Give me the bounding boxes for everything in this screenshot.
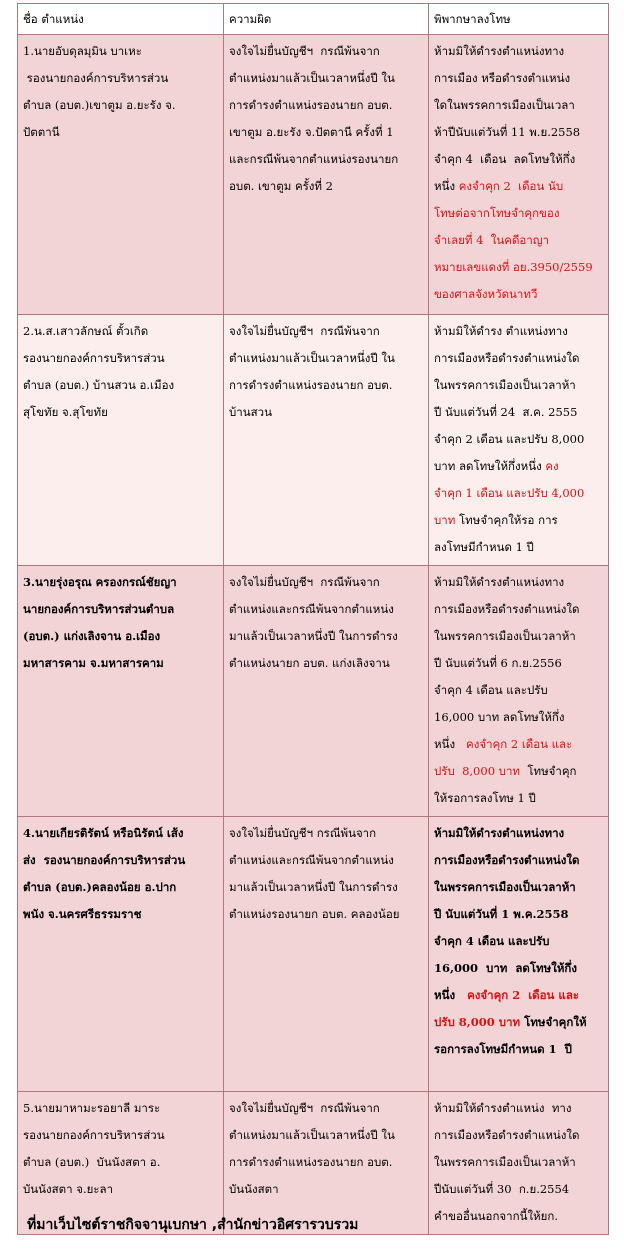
name-cell-line: พนัง จ.นครศรีธรรมราช (23, 907, 142, 921)
name-cell-line: 4.นายเกียรติรัตน์ หรือนิรัตน์ เส้ง (23, 826, 184, 840)
offense-cell-line: ตำแหน่งนายก อบต. แก่งเลิงจาน (229, 656, 390, 670)
name-cell-line: รองนายกองค์การบริหารส่วน (23, 351, 165, 365)
verdict-line (434, 426, 603, 453)
verdict-line (434, 1036, 603, 1063)
verdict-line (434, 65, 603, 92)
verdict-line (434, 874, 603, 901)
verdict-line (434, 372, 603, 399)
table-row (18, 35, 609, 315)
table-row (18, 817, 609, 1092)
verdict-line (434, 785, 603, 812)
name-cell-line: 2.น.ส.เสาวลักษณ์ ตั้วเกิด (23, 324, 149, 338)
verdict-cell (429, 35, 609, 315)
verdict-line (434, 146, 603, 173)
verdict-line (434, 345, 603, 372)
table-row (18, 315, 609, 566)
name-cell-line: มหาสารคาม จ.มหาสารคาม (23, 656, 164, 670)
verdict-line (434, 731, 603, 758)
offense-cell-line: บันนังสตา (229, 1182, 279, 1196)
verdict-text: คำขออื่นนอกจากนี้ให้ยก. (434, 1209, 558, 1223)
verdict-text: ห้ามมิให้ดำรง ตำแหน่งทาง (434, 324, 568, 338)
verdict-line (434, 596, 603, 623)
verdict-line (434, 704, 603, 731)
verdict-line (434, 1122, 603, 1149)
header-row (18, 4, 609, 35)
offense-cell-line: และกรณีพ้นจากตำแหน่งรองนายก (229, 152, 399, 166)
verdict-line (434, 982, 603, 1009)
name-cell (18, 35, 224, 315)
verdict-text: ใดในพรรคการเมืองเป็นเวลา (434, 98, 575, 112)
name-cell-line: 3.นายรุ่งอรุณ ครองกรณ์ชัยญา (23, 575, 177, 589)
offense-cell-line: อบต. เขาตูม ครั้งที่ 2 (229, 179, 333, 193)
verdict-line (434, 1009, 603, 1036)
verdict-text: จำคุก 4 เดือน ลดโทษให้กึ่ง (434, 152, 576, 166)
verdict-text: ห้ามมิให้ดำรงตำแหน่ง ทาง (434, 1101, 572, 1115)
verdict-line (434, 254, 603, 281)
offense-cell-line: ตำแหน่งและกรณีพ้นจากตำแหน่ง (229, 853, 394, 867)
offense-cell-line: จงใจไม่ยื่นบัญชีฯ กรณีพ้นจาก (229, 1101, 380, 1115)
verdict-highlight: จำคุก 1 เดือน และปรับ 4,000 (434, 486, 585, 500)
verdict-line (434, 901, 603, 928)
name-cell-line: ตำบล (อบต.) บันนังสตา อ. (23, 1155, 161, 1169)
verdict-text: ลงโทษมีกำหนด 1 ปี (434, 540, 534, 554)
verdict-line (434, 623, 603, 650)
verdict-line (434, 480, 603, 507)
name-cell (18, 566, 224, 817)
offense-cell-line: มาแล้วเป็นเวลาหนึ่งปี ในการดำรง (229, 880, 398, 894)
verdict-cell (429, 1092, 609, 1235)
verdict-text: การเมือง หรือดำรงตำแหน่ง (434, 71, 571, 85)
name-cell-line: บันนังสตา จ.ยะลา (23, 1182, 114, 1196)
offense-cell-line: มาแล้วเป็นเวลาหนึ่งปี ในการดำรง (229, 629, 398, 643)
verdict-line (434, 534, 603, 561)
verdict-text: บาท ลดโทษให้กึ่งหนึ่ง (434, 459, 546, 473)
verdict-line (434, 399, 603, 426)
verdict-text: โทษจำคุกให้ (520, 1015, 587, 1029)
verdict-text: ปี นับแต่วันที่ 1 พ.ค.2558 (434, 907, 569, 921)
offense-cell (224, 566, 429, 817)
verdict-highlight: จำเลยที่ 4 ในคดีอาญา (434, 233, 550, 247)
verdict-text: 16,000 บาท ลดโทษให้กึ่ง (434, 961, 577, 975)
verdict-text: ห้ามมิให้ดำรงตำแหน่งทาง (434, 44, 565, 58)
verdict-cell (429, 566, 609, 817)
verdict-text: จำคุก 4 เดือน และปรับ (434, 683, 548, 697)
source-note: ที่มาเว็บไซต์ราชกิจจานุเบกษา ,สำนักข่าวอิศรารวบรวม (27, 1217, 359, 1233)
verdict-text: ปี นับแต่วันที่ 24 ส.ค. 2555 (434, 405, 578, 419)
offense-cell-line: ตำแหน่งมาแล้วเป็นเวลาหนึ่งปี ใน (229, 351, 395, 365)
name-cell-line: นายกองค์การบริหารส่วนตำบล (23, 602, 175, 616)
name-cell-line: รองนายกองค์การบริหารส่วน (23, 1128, 165, 1142)
verdict-text: โทษจำคุกให้รอ การ (455, 513, 558, 527)
verdict-highlight: คงจำคุก 2 เดือน และ (467, 988, 580, 1002)
verdict-text: ห้ามมิให้ดำรงตำแหน่งทาง (434, 826, 565, 840)
verdict-line (434, 453, 603, 480)
name-cell-line: สุโขทัย จ.สุโขทัย (23, 405, 108, 419)
verdict-text: ปีนับแต่วันที่ 30 ก.ย.2554 (434, 1182, 570, 1196)
verdict-line (434, 92, 603, 119)
name-cell-line: 1.นายอับดุลมุมิน บาเหะ (23, 44, 142, 58)
name-cell-line: 5.นายมาหามะรอยาลี มาระ (23, 1101, 161, 1115)
verdict-line (434, 1203, 603, 1230)
offense-cell (224, 35, 429, 315)
verdict-text: ในพรรคการเมืองเป็นเวลาห้า (434, 880, 576, 894)
name-cell (18, 315, 224, 566)
verdict-highlight: ปรับ 8,000 บาท (434, 764, 521, 778)
verdict-line (434, 758, 603, 785)
verdict-highlight: โทษต่อจากโทษจำคุกของ (434, 206, 560, 220)
header-verdict: พิพากษาลงโทษ (429, 4, 609, 35)
verdict-highlight: คงจำคุก 2 เดือน นับ (458, 179, 564, 193)
verdict-line (434, 318, 603, 345)
verdict-text: ในพรรคการเมืองเป็นเวลาห้า (434, 378, 576, 392)
verdict-highlight: บาท (434, 513, 456, 527)
verdict-line (434, 227, 603, 254)
verdict-line (434, 650, 603, 677)
verdict-line (434, 820, 603, 847)
verdict-text: การเมืองหรือดำรงตำแหน่งใด (434, 1128, 580, 1142)
verdict-text: จำคุก 4 เดือน และปรับ (434, 934, 550, 948)
offense-cell-line: จงใจไม่ยื่นบัญชีฯ กรณีพ้นจาก (229, 826, 377, 840)
offense-cell (224, 817, 429, 1092)
name-cell-line: ปัตตานี (23, 125, 60, 139)
verdict-highlight: หมายเลขแดงที่ อย.3950/2559 (434, 260, 593, 274)
offense-cell-line: ตำแหน่งรองนายก อบต. คลองน้อย (229, 907, 400, 921)
offense-cell-line: เขาตูม อ.ยะรัง จ.ปัตตานี ครั้งที่ 1 (229, 125, 394, 139)
verdict-text: ห้าปีนับแต่วันที่ 11 พ.ย.2558 (434, 125, 581, 139)
offense-cell-line: ตำแหน่งมาแล้วเป็นเวลาหนึ่งปี ใน (229, 71, 395, 85)
offense-cell (224, 315, 429, 566)
verdict-highlight: ของศาลจังหวัดนาทวี (434, 287, 538, 301)
offense-cell-line: การดำรงตำแหน่งรองนายก อบต. (229, 98, 393, 112)
verdict-line (434, 1149, 603, 1176)
verdict-text: ปี นับแต่วันที่ 6 ก.ย.2556 (434, 656, 562, 670)
header-offense: ความผิด (224, 4, 429, 35)
verdict-line (434, 1176, 603, 1203)
verdict-line (434, 507, 603, 534)
verdict-line (434, 955, 603, 982)
verdict-text: โทษจำคุก (520, 764, 577, 778)
name-cell-line: ตำบล (อบต.)เขาตูม อ.ยะรัง จ. (23, 98, 176, 112)
verdict-text: รอการลงโทษมีกำหนด 1 ปี (434, 1042, 572, 1056)
name-cell-line: ส่ง รองนายกองค์การบริหารส่วน (23, 853, 186, 867)
offense-cell-line: การดำรงตำแหน่งรองนายก อบต. (229, 1155, 393, 1169)
offense-cell-line: ตำแหน่งและกรณีพ้นจากตำแหน่ง (229, 602, 394, 616)
name-cell-line: (อบต.) แก่งเลิงจาน อ.เมือง (23, 629, 161, 643)
offense-cell-line: ตำแหน่งมาแล้วเป็นเวลาหนึ่งปี ใน (229, 1128, 395, 1142)
verdict-highlight: คง (545, 459, 559, 473)
verdict-text: ในพรรคการเมืองเป็นเวลาห้า (434, 1155, 576, 1169)
verdict-text: ให้รอการลงโทษ 1 ปี (434, 791, 536, 805)
verdict-text: จำคุก 2 เดือน และปรับ 8,000 (434, 432, 585, 446)
verdict-text: หนึ่ง (434, 179, 459, 193)
verdict-highlight: คงจำคุก 2 เดือน และ (466, 737, 573, 751)
offense-cell-line: จงใจไม่ยื่นบัญชีฯ กรณีพ้นจาก (229, 575, 380, 589)
verdict-line (434, 1095, 603, 1122)
verdict-line (434, 928, 603, 955)
verdict-highlight: ปรับ 8,000 บาท (434, 1015, 521, 1029)
verdict-line (434, 38, 603, 65)
name-cell (18, 817, 224, 1092)
header-name-position: ชื่อ ตำแหน่ง (18, 4, 224, 35)
verdict-cell (429, 315, 609, 566)
table-row (18, 566, 609, 817)
verdict-line (434, 281, 603, 308)
offense-cell-line: บ้านสวน (229, 405, 272, 419)
verdict-text: การเมืองหรือดำรงตำแหน่งใด (434, 602, 580, 616)
offense-cell-line: การดำรงตำแหน่งรองนายก อบต. (229, 378, 393, 392)
name-cell-line: ตำบล (อบต.) บ้านสวน อ.เมือง (23, 378, 175, 392)
verdict-text: ห้ามมิให้ดำรงตำแหน่งทาง (434, 575, 565, 589)
verdict-table (17, 3, 609, 1235)
verdict-text: ในพรรคการเมืองเป็นเวลาห้า (434, 629, 576, 643)
verdict-text: หนึ่ง (434, 737, 467, 751)
offense-cell-line: จงใจไม่ยื่นบัญชีฯ กรณีพ้นจาก (229, 324, 380, 338)
verdict-line (434, 569, 603, 596)
verdict-line (434, 119, 603, 146)
verdict-text: 16,000 บาท ลดโทษให้กึ่ง (434, 710, 565, 724)
verdict-text: การเมืองหรือดำรงตำแหน่งใด (434, 853, 580, 867)
verdict-cell (429, 817, 609, 1092)
verdict-line (434, 173, 603, 200)
verdict-text: การเมืองหรือดำรงตำแหน่งใด (434, 351, 580, 365)
verdict-line (434, 200, 603, 227)
name-cell-line: ตำบล (อบต.)คลองน้อย อ.ปาก (23, 880, 177, 894)
name-cell-line: รองนายกองค์การบริหารส่วน (23, 71, 169, 85)
verdict-text: หนึ่ง (434, 988, 468, 1002)
verdict-line (434, 677, 603, 704)
offense-cell-line: จงใจไม่ยื่นบัญชีฯ กรณีพ้นจาก (229, 44, 380, 58)
verdict-line (434, 847, 603, 874)
